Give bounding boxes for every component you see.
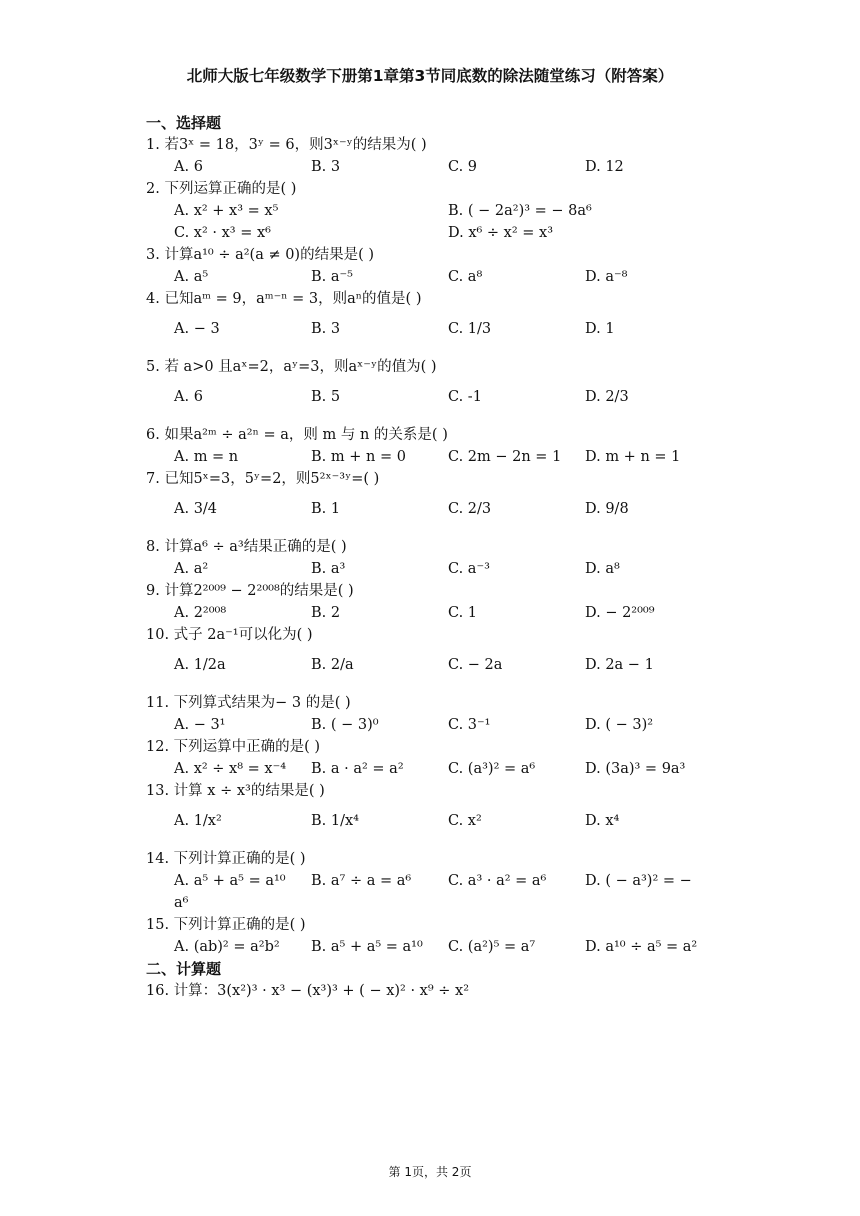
option-d: D. (3a)³ = 9a³ [585,761,686,777]
question-list [146,112,736,1002]
option-a: A. m = n [174,449,239,465]
question-16: 16. 计算：3(x²)³ · x³ − (x³)³ + ( − x)² · x⁹ ÷ x² [146,983,470,999]
option-b: B. 1 [311,501,341,517]
question-5: 5. 若 a>0 且aˣ=2，aʸ=3，则aˣ⁻ʸ的值为( ) [146,359,437,375]
option-a: A. − 3 [174,321,220,337]
option-c: C. 2/3 [448,501,492,517]
option-c: C. x² [448,813,482,829]
question-3: 3. 计算a¹⁰ ÷ a²(a ≠ 0)的结果是( ) [146,247,375,263]
option-b: B. a⁷ ÷ a = a⁶ [311,873,412,889]
section-heading-calculation: 二、计算题 [146,960,222,978]
option-b: B. m + n = 0 [311,449,406,465]
option-d: D. 1 [585,321,615,337]
option-c: C. a³ · a² = a⁶ [448,873,547,889]
option-c: C. 1/3 [448,321,492,337]
option-b: B. ( − 2a²)³ = − 8a⁶ [448,203,592,219]
option-c: C. a⁸ [448,269,483,285]
option-d-continued: a⁶ [174,895,189,911]
option-b: B. 5 [311,389,341,405]
option-a: A. 2²⁰⁰⁸ [174,605,227,621]
option-d: D. a⁻⁸ [585,269,628,285]
option-c: C. 1 [448,605,478,621]
option-b: B. 3 [311,159,341,175]
option-b: B. a⁵ + a⁵ = a¹⁰ [311,939,423,955]
option-c: C. x² · x³ = x⁶ [174,225,271,241]
option-c: C. 2m − 2n = 1 [448,449,562,465]
option-d: D. − 2²⁰⁰⁹ [585,605,655,621]
option-b: B. a⁻⁵ [311,269,353,285]
option-a: A. 1/x² [174,813,222,829]
option-a: A. a⁵ + a⁵ = a¹⁰ [174,873,286,889]
option-d: D. ( − a³)² = − [585,873,692,889]
option-d: D. 2a − 1 [585,657,654,673]
option-c: C. (a²)⁵ = a⁷ [448,939,536,955]
option-d: D. 12 [585,159,624,175]
question-14: 14. 下列计算正确的是( ) [146,851,306,867]
option-b: B. 3 [311,321,341,337]
question-6: 6. 如果a²ᵐ ÷ a²ⁿ = a，则 m 与 n 的关系是( ) [146,427,448,443]
section-heading-choice: 一、选择题 [146,114,222,132]
option-a: A. 1/2a [174,657,226,673]
question-10: 10. 式子 2a⁻¹可以化为( ) [146,627,313,643]
question-1: 1. 若3ˣ = 18，3ʸ = 6，则3ˣ⁻ʸ的结果为( ) [146,137,427,153]
option-c: C. 3⁻¹ [448,717,491,733]
option-d: D. a⁸ [585,561,620,577]
option-a: A. x² + x³ = x⁵ [174,203,279,219]
option-c: C. − 2a [448,657,503,673]
option-a: A. x² ÷ x⁸ = x⁻⁴ [174,761,287,777]
option-b: B. 2/a [311,657,354,673]
option-d: D. ( − 3)² [585,717,654,733]
option-d: D. x⁴ [585,813,620,829]
option-a: A. a² [174,561,209,577]
option-c: C. a⁻³ [448,561,490,577]
option-d: D. 2/3 [585,389,629,405]
option-a: A. a⁵ [174,269,209,285]
option-a: A. 3/4 [174,501,218,517]
question-15: 15. 下列计算正确的是( ) [146,917,306,933]
option-a: A. (ab)² = a²b² [174,939,280,955]
option-b: B. a · a² = a² [311,761,404,777]
option-c: C. (a³)² = a⁶ [448,761,536,777]
page-footer: 第 1页，共 2页 [388,1165,472,1179]
option-b: B. 2 [311,605,341,621]
option-d: D. x⁶ ÷ x² = x³ [448,225,554,241]
question-4: 4. 已知aᵐ = 9，aᵐ⁻ⁿ = 3，则aⁿ的值是( ) [146,291,422,307]
question-7: 7. 已知5ˣ=3，5ʸ=2，则5²ˣ⁻³ʸ=( ) [146,471,380,487]
option-b: B. ( − 3)⁰ [311,717,379,733]
option-a: A. 6 [174,159,203,175]
question-11: 11. 下列算式结果为− 3 的是( ) [146,695,351,711]
option-c: C. 9 [448,159,478,175]
question-2: 2. 下列运算正确的是( ) [146,181,297,197]
question-13: 13. 计算 x ÷ x³的结果是( ) [146,783,325,799]
question-9: 9. 计算2²⁰⁰⁹ − 2²⁰⁰⁸的结果是( ) [146,583,354,599]
question-8: 8. 计算a⁶ ÷ a³结果正确的是( ) [146,539,347,555]
question-12: 12. 下列运算中正确的是( ) [146,739,321,755]
option-a: A. − 3¹ [174,717,226,733]
option-d: D. 9/8 [585,501,629,517]
option-d: D. m + n = 1 [585,449,681,465]
option-b: B. a³ [311,561,346,577]
option-d: D. a¹⁰ ÷ a⁵ = a² [585,939,698,955]
option-b: B. 1/x⁴ [311,813,359,829]
option-a: A. 6 [174,389,203,405]
option-c: C. -1 [448,389,482,405]
document-title: 北师大版七年级数学下册第1章第3节同底数的除法随堂练习（附答案） [186,67,674,85]
